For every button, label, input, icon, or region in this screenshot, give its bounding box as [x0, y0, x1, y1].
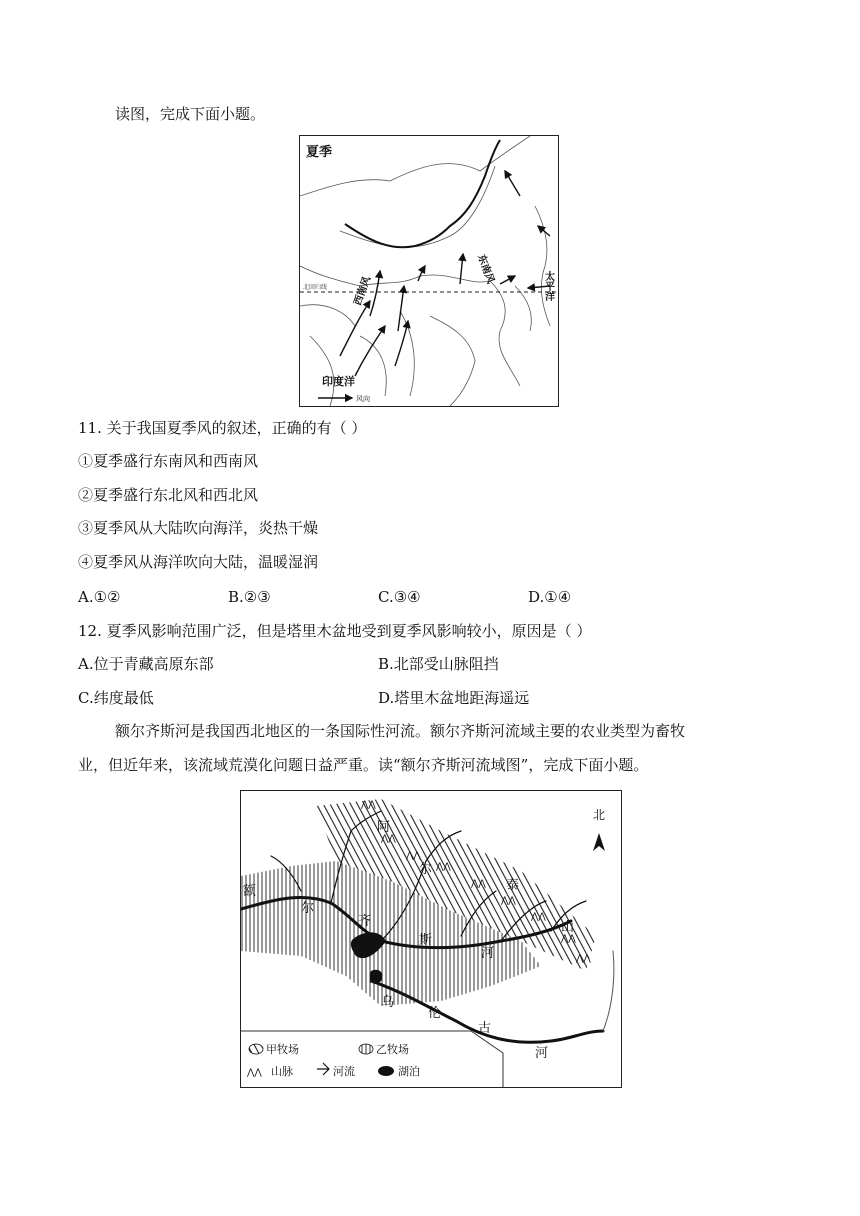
indian-ocean-label: 印度洋: [322, 375, 355, 388]
river-w-char-1: 乌: [381, 995, 395, 1010]
legend-pasture-b: 乙牧场: [376, 1043, 409, 1056]
legend-lake-icon: [378, 1066, 394, 1076]
mountain-char-2: 尔: [419, 862, 433, 877]
svg-text:⋀⋀: ⋀⋀: [436, 862, 451, 872]
intro-text-2-line1: 额尔齐斯河是我国西北地区的一条国际性河流。额尔齐斯河流域主要的农业类型为畜牧: [115, 722, 686, 740]
legend-wind-label: 风向: [356, 395, 370, 403]
svg-text:⋀⋀: ⋀⋀: [561, 934, 576, 944]
north-arrow-icon: [593, 833, 605, 851]
north-label: 北: [593, 808, 606, 822]
river-w-char-2: 伦: [428, 1006, 442, 1021]
svg-text:⋀⋀: ⋀⋀: [471, 879, 486, 889]
svg-text:⋀⋀: ⋀⋀: [576, 954, 591, 964]
svg-text:⋀⋀: ⋀⋀: [531, 912, 546, 922]
q11-statement-3: ③夏季风从大陆吹向海洋，炎热干燥: [78, 519, 319, 537]
q11-statement-4: ④夏季风从海洋吹向大陆，温暖湿润: [78, 553, 319, 571]
river-e-char-5: 河: [481, 946, 495, 961]
irtysh-basin-map: [240, 790, 622, 1088]
se-wind-label: 东南风: [475, 253, 496, 286]
summer-monsoon-map-svg: [300, 136, 558, 406]
wind-arrows: [340, 171, 550, 376]
svg-text:⋀⋀: ⋀⋀: [406, 851, 421, 861]
q12-stem: 12. 夏季风影响范围广泛，但是塔里木盆地受到夏季风影响较小，原因是（ ）: [78, 622, 592, 640]
svg-text:⋀⋀: ⋀⋀: [381, 834, 396, 844]
river-e-char-3: 齐: [358, 914, 372, 929]
tropic-label: 北回归线: [303, 284, 328, 291]
intro-text-2-line2: 业，但近年来，该流域荒漠化问题日益严重。读“额尔齐斯河流域图”，完成下面小题。: [78, 756, 649, 774]
legend-river-icon: [317, 1063, 329, 1075]
q11-option-b[interactable]: B.②③: [228, 588, 271, 606]
river-e-char-1: 额: [243, 884, 257, 899]
river-e-char-2: 尔: [301, 901, 315, 916]
mountain-char-1: 阿: [377, 820, 391, 835]
q12-option-a[interactable]: A.位于青藏高原东部: [78, 655, 214, 673]
river-e-char-4: 斯: [419, 933, 433, 948]
river-w-char-4: 河: [535, 1046, 549, 1061]
legend-pasture-a: 甲牧场: [266, 1043, 299, 1056]
monsoon-boundary: [345, 140, 500, 247]
intro-text-1: 读图，完成下面小题。: [115, 105, 266, 123]
q11-option-d[interactable]: D.①④: [528, 588, 572, 606]
q11-stem: 11. 关于我国夏季风的叙述，正确的有（ ）: [78, 419, 367, 437]
river-w-char-3: 古: [478, 1021, 492, 1036]
q12-option-b[interactable]: B.北部受山脉阻挡: [378, 655, 499, 673]
legend-river: 河流: [333, 1065, 355, 1078]
summer-monsoon-map: [299, 135, 559, 407]
pacific-label: 太平洋: [542, 271, 554, 301]
sw-wind-label: 西南风: [352, 275, 374, 308]
map2-legend: [246, 1042, 420, 1078]
q11-statement-1: ①夏季盛行东南风和西南风: [78, 452, 259, 470]
q11-option-a[interactable]: A.①②: [78, 588, 121, 606]
q11-option-c[interactable]: C.③④: [378, 588, 421, 606]
irtysh-basin-map-svg: [241, 791, 621, 1087]
legend-mountain-icon: ⋀⋀: [247, 1068, 262, 1078]
q12-option-c[interactable]: C.纬度最低: [78, 689, 154, 707]
q12-option-d[interactable]: D.塔里木盆地距海遥远: [378, 689, 530, 707]
q11-statement-2: ②夏季盛行东北风和西北风: [78, 486, 259, 504]
season-label: 夏季: [306, 145, 333, 160]
mountain-char-4: 山: [561, 920, 575, 935]
svg-text:⋀⋀: ⋀⋀: [361, 800, 376, 810]
legend-lake: 湖泊: [398, 1065, 420, 1078]
mountain-char-3: 泰: [506, 878, 520, 893]
svg-text:⋀⋀: ⋀⋀: [501, 896, 516, 906]
legend-mountain: 山脉: [271, 1065, 293, 1078]
